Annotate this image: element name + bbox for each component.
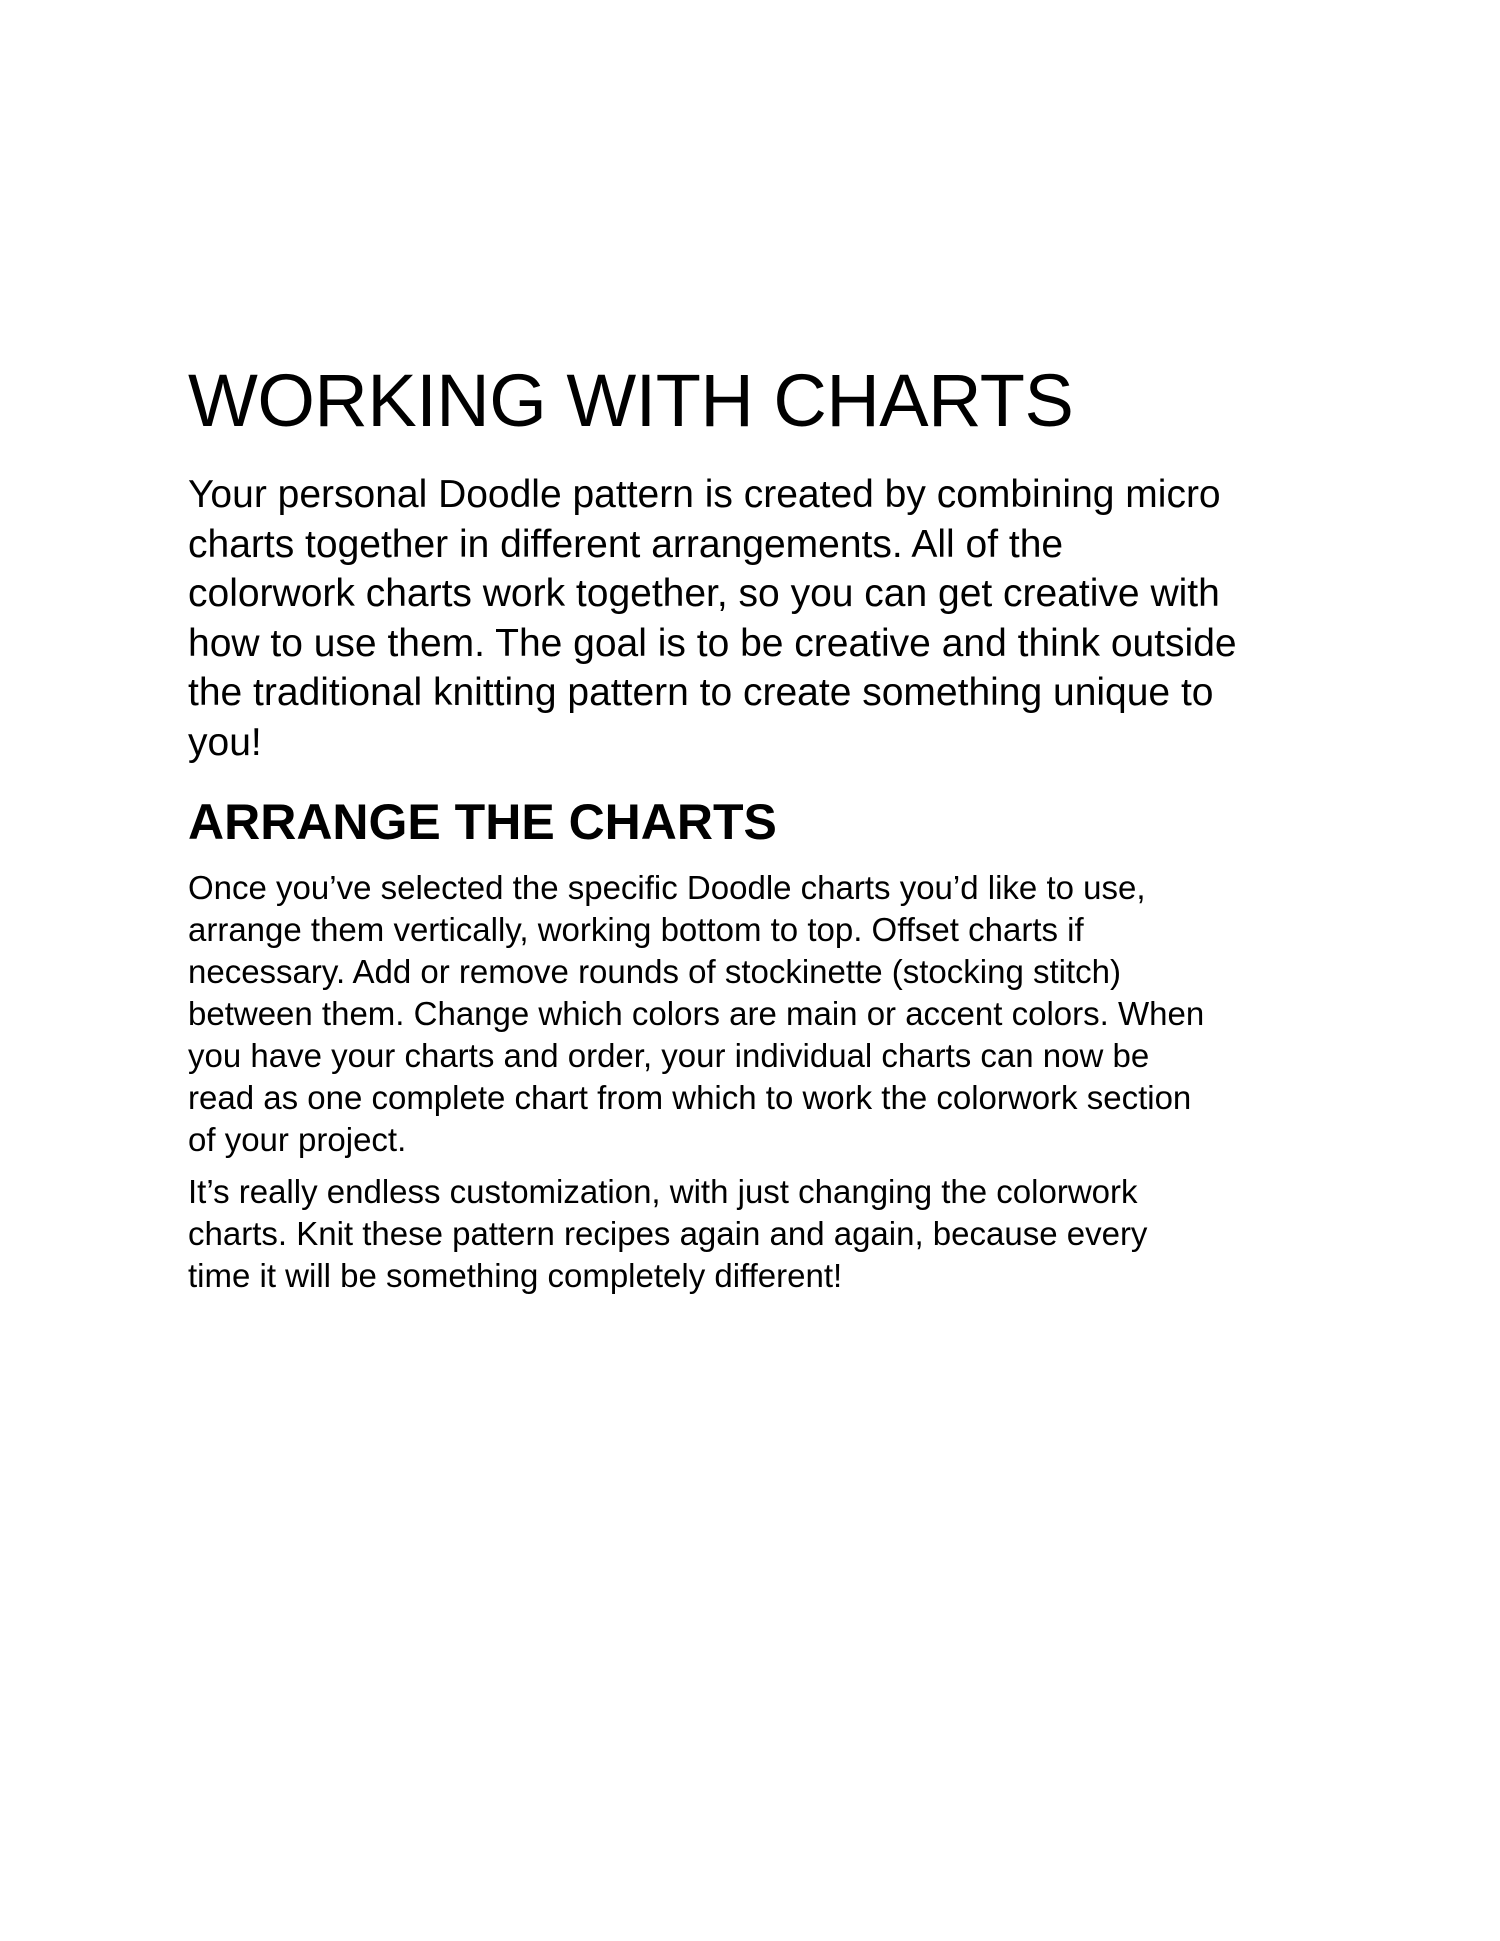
body-paragraph-arrange: Once you’ve selected the specific Doodle charts you’d like to use, arrange them vertically, working bottom to top. Offset charts if necessary. Add or remove rounds of stockinette (stocking stitch) between them. Change which colors are main or accent colors. When you have your charts and order, your individual charts can now be read as one complete chart from which to work the colorwork section of your project. <box>188 869 1205 1158</box>
section-heading: ARRANGE THE CHARTS <box>188 794 777 850</box>
page-content <box>188 355 1328 1297</box>
intro-paragraph: Your personal Doodle pattern is created by combining micro charts together in different arrangements. All of the colorwork charts work together, so you can get creative with how to use them. The goal is to be creative and think outside the traditional knitting pattern to create something unique to you! <box>188 473 1237 764</box>
page-title: WORKING WITH CHARTS <box>188 359 1074 442</box>
body-paragraph-customization: It’s really endless customization, with just changing the colorwork charts. Knit these pattern recipes again and again, because every time it will be something completely different! <box>188 1173 1148 1294</box>
